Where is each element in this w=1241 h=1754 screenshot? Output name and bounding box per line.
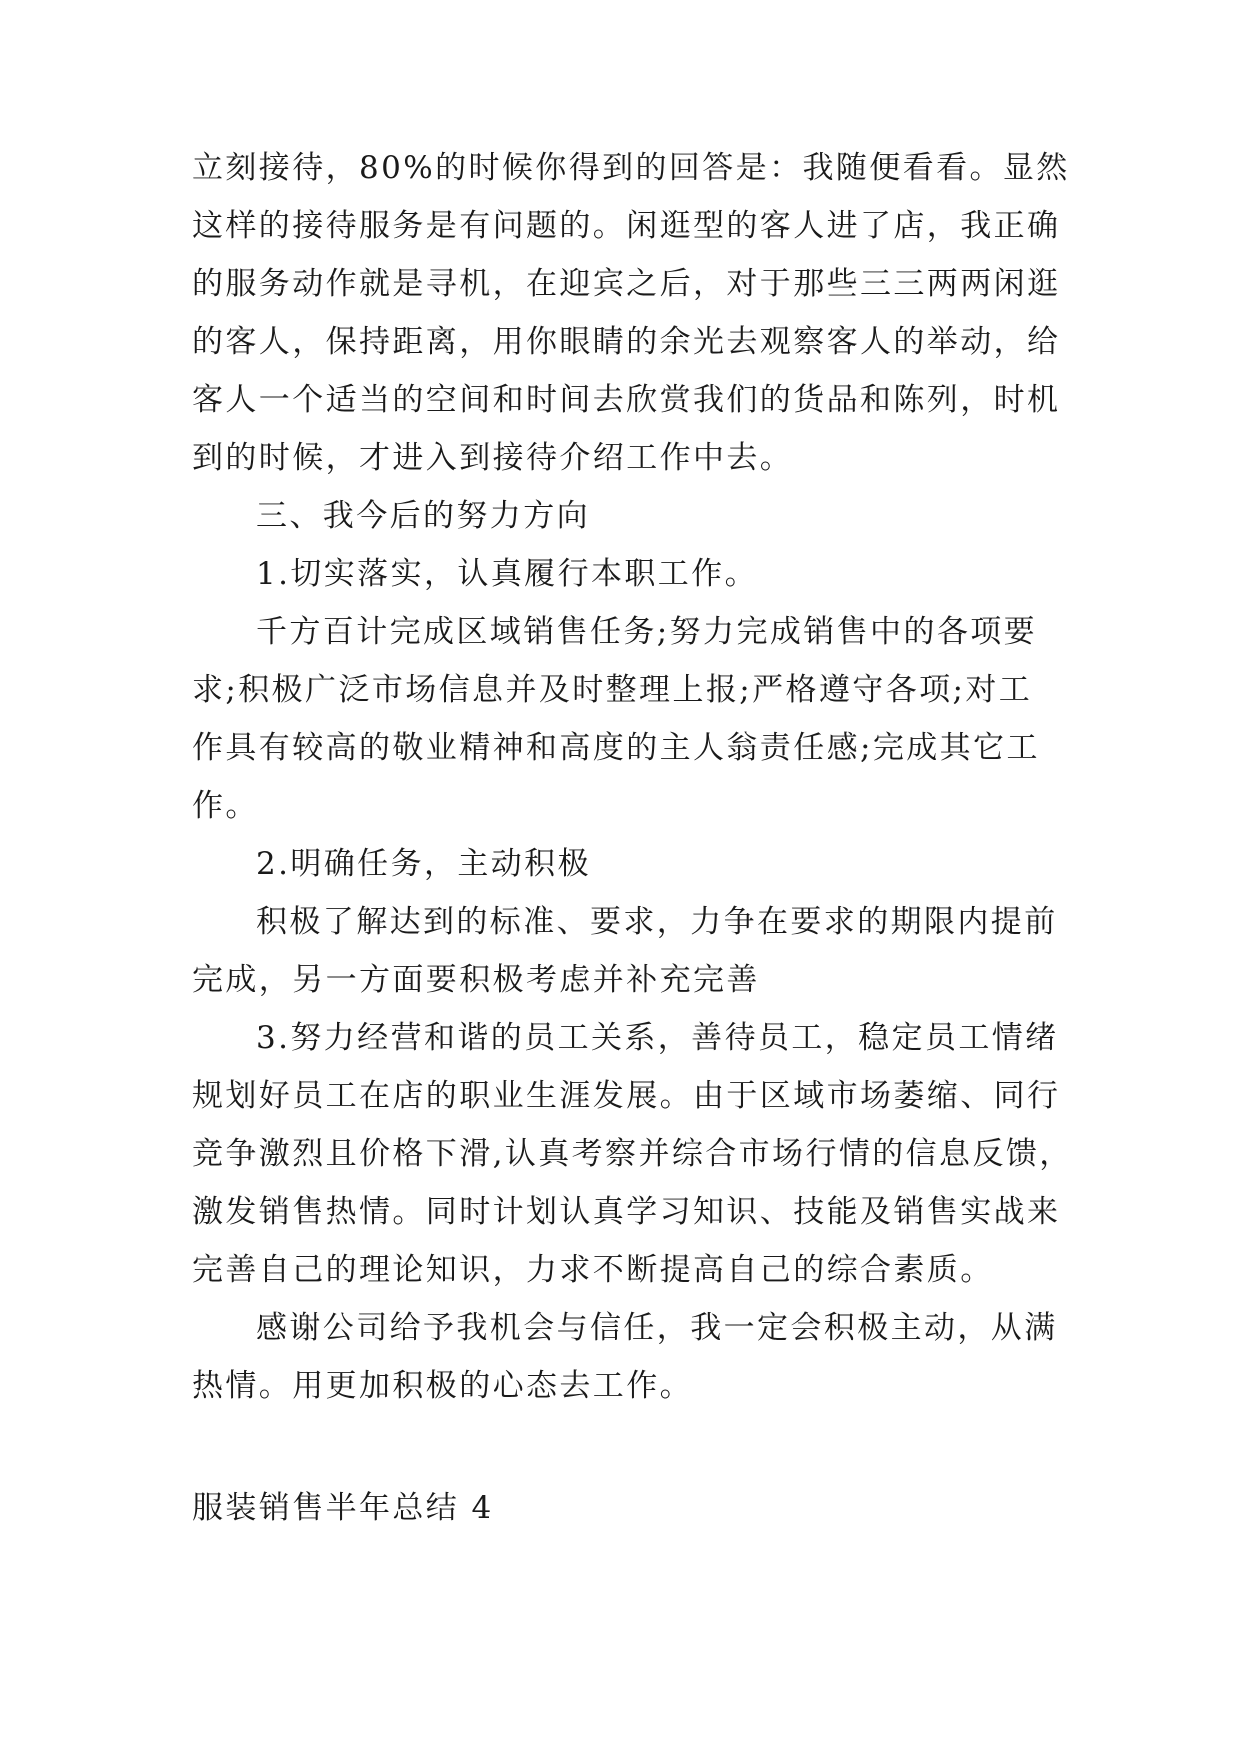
body-line: 竞争激烈且价格下滑,认真考察并综合市场行情的信息反馈， — [192, 1136, 1073, 1172]
body-line: 立刻接待，80%的时候你得到的回答是：我随便看看。显然 — [192, 150, 1070, 186]
subsection-heading: 1.切实落实，认真履行本职工作。 — [256, 556, 758, 592]
body-line: 作具有较高的敬业精神和高度的主人翁责任感;完成其它工 — [192, 730, 1040, 766]
body-line: 的服务动作就是寻机，在迎宾之后，对于那些三三两两闲逛 — [192, 266, 1061, 302]
body-line: 求;积极广泛市场信息并及时整理上报;严格遵守各项;对工 — [192, 672, 1033, 708]
subsection-heading: 2.明确任务，主动积极 — [256, 846, 591, 882]
body-line: 作。 — [192, 788, 259, 824]
body-line: 完善自己的理论知识，力求不断提高自己的综合素质。 — [192, 1252, 994, 1288]
body-line: 千方百计完成区域销售任务;努力完成销售中的各项要 — [256, 614, 1038, 650]
document-heading: 服装销售半年总结 4 — [192, 1490, 494, 1526]
subsection-heading: 3.努力经营和谐的员工关系，善待员工，稳定员工情绪 — [256, 1020, 1059, 1056]
body-line: 规划好员工在店的职业生涯发展。由于区域市场萎缩、同行 — [192, 1078, 1061, 1114]
body-line: 热情。用更加积极的心态去工作。 — [192, 1368, 693, 1404]
body-line: 客人一个适当的空间和时间去欣赏我们的货品和陈列，时机 — [192, 382, 1061, 418]
body-line: 激发销售热情。同时计划认真学习知识、技能及销售实战来 — [192, 1194, 1061, 1230]
body-line: 的客人，保持距离，用你眼睛的余光去观察客人的举动，给 — [192, 324, 1061, 360]
body-line: 感谢公司给予我机会与信任，我一定会积极主动，从满 — [256, 1310, 1058, 1346]
section-heading: 三、我今后的努力方向 — [256, 498, 590, 534]
body-line: 积极了解达到的标准、要求，力争在要求的期限内提前 — [256, 904, 1058, 940]
body-line: 这样的接待服务是有问题的。闲逛型的客人进了店，我正确 — [192, 208, 1061, 244]
body-line: 到的时候，才进入到接待介绍工作中去。 — [192, 440, 794, 476]
body-line: 完成，另一方面要积极考虑并补充完善 — [192, 962, 760, 998]
